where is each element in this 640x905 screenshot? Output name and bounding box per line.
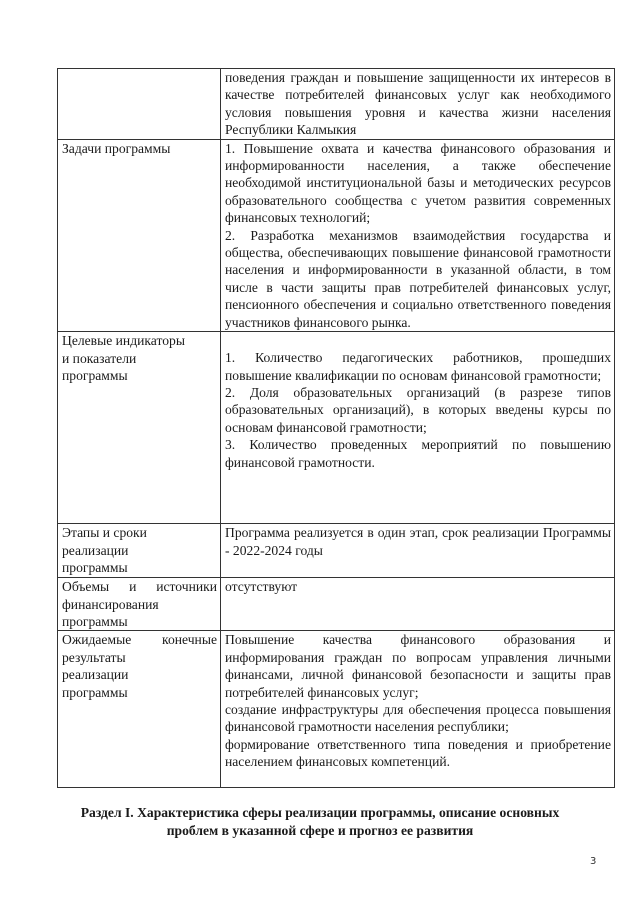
goal-continued-paragraph: поведения граждан и повышение защищенности их интересов в качестве потребителей финансовых услуг как необходимого условия повышения уровня и качества жизни населения Республики Калмыкия [225, 70, 611, 138]
funding-paragraph: отсутствуют [225, 579, 298, 595]
results-text [221, 631, 615, 788]
results-label-line-1: Ожидаемые конечные [62, 632, 217, 648]
tasks-paragraph-1: 1. Повышение охвата и качества финансового образования и информированности населения, а также обеспечение необходимой институциональной базы и методических ресурсов образовательного сообщества с учетом развития современных финансовых технологий; [225, 140, 611, 226]
funding-label-line-1: Объемы и источники [62, 579, 217, 595]
tasks-label: Задачи программы [62, 140, 171, 156]
goal-continued-text [221, 69, 615, 140]
row-label-tasks [58, 139, 221, 331]
indicators-paragraph-1: 1. Количество педагогических работников, прошедших повышение квалификации по основам финансовой грамотности; [225, 350, 611, 383]
row-label-indicators [58, 332, 221, 524]
funding-label-line-3: программы [62, 613, 128, 629]
stages-paragraph: Программа реализуется в один этап, срок реализации Программы - 2022-2024 годы [225, 525, 611, 558]
table-row-indicators [58, 332, 615, 524]
stages-label-line-2: реализации [62, 542, 129, 558]
table-row-results [58, 631, 615, 788]
section-heading-line-2: проблем в указанной сфере и прогноз ее развития [166, 823, 474, 838]
indicators-paragraph-3: 3. Количество проведенных мероприятий по повышению финансовой грамотности. [225, 437, 611, 470]
row-label-results [58, 631, 221, 788]
program-passport-table [57, 68, 615, 788]
stages-label-line-3: программы [62, 559, 128, 575]
table-row-goal-continued [58, 69, 615, 140]
stages-label-line-1: Этапы и сроки [62, 525, 147, 541]
table-row-tasks [58, 139, 615, 331]
indicators-label-line-1: Целевые индикаторы [62, 333, 185, 349]
indicators-label-line-2: и показатели [62, 350, 137, 366]
row-label-stages [58, 524, 221, 578]
indicators-label-line-3: программы [62, 367, 128, 383]
results-paragraph-2: создание инфраструктуры для обеспечения процесса повышения финансовой грамотности населения республики; [225, 701, 611, 735]
page-number: 3 [590, 856, 597, 867]
section-heading [40, 804, 600, 840]
results-paragraph-3: формирование ответственного типа поведения и приобретение населением финансовых компетенций. [225, 736, 611, 770]
funding-label-line-2: финансирования [62, 596, 159, 612]
indicators-text [221, 332, 615, 524]
tasks-paragraph-2: 2. Разработка механизмов взаимодействия государства и общества, обеспечивающих повышение финансовой грамотности населения и информированности в указанной области, в том числе в части защиты прав потребителей финансовых услуг, пенсионного обеспечения и социально ответственного поведения участников финансового рынка. [225, 227, 611, 330]
section-heading-line-1: Раздел I. Характеристика сферы реализации программы, описание основных [80, 805, 560, 820]
results-paragraph-1: Повышение качества финансового образования и информирования граждан по вопросам управления личными финансами, личной финансовой безопасности и защиты прав потребителей финансовых услуг; [225, 632, 611, 700]
results-label-line-4: программы [62, 684, 128, 700]
indicators-paragraph-2: 2. Доля образовательных организаций (в разрезе типов образовательных организаций), в которых введены курсы по основам финансовой грамотности; [225, 384, 611, 435]
table-row-stages [58, 524, 615, 578]
results-label-line-2: результаты [62, 649, 126, 665]
table-row-funding [58, 578, 615, 631]
stages-text [221, 524, 615, 578]
results-label-line-3: реализации [62, 667, 129, 683]
funding-text [221, 578, 615, 631]
tasks-text [221, 139, 615, 331]
row-label-empty [58, 69, 221, 140]
row-label-funding [58, 578, 221, 631]
